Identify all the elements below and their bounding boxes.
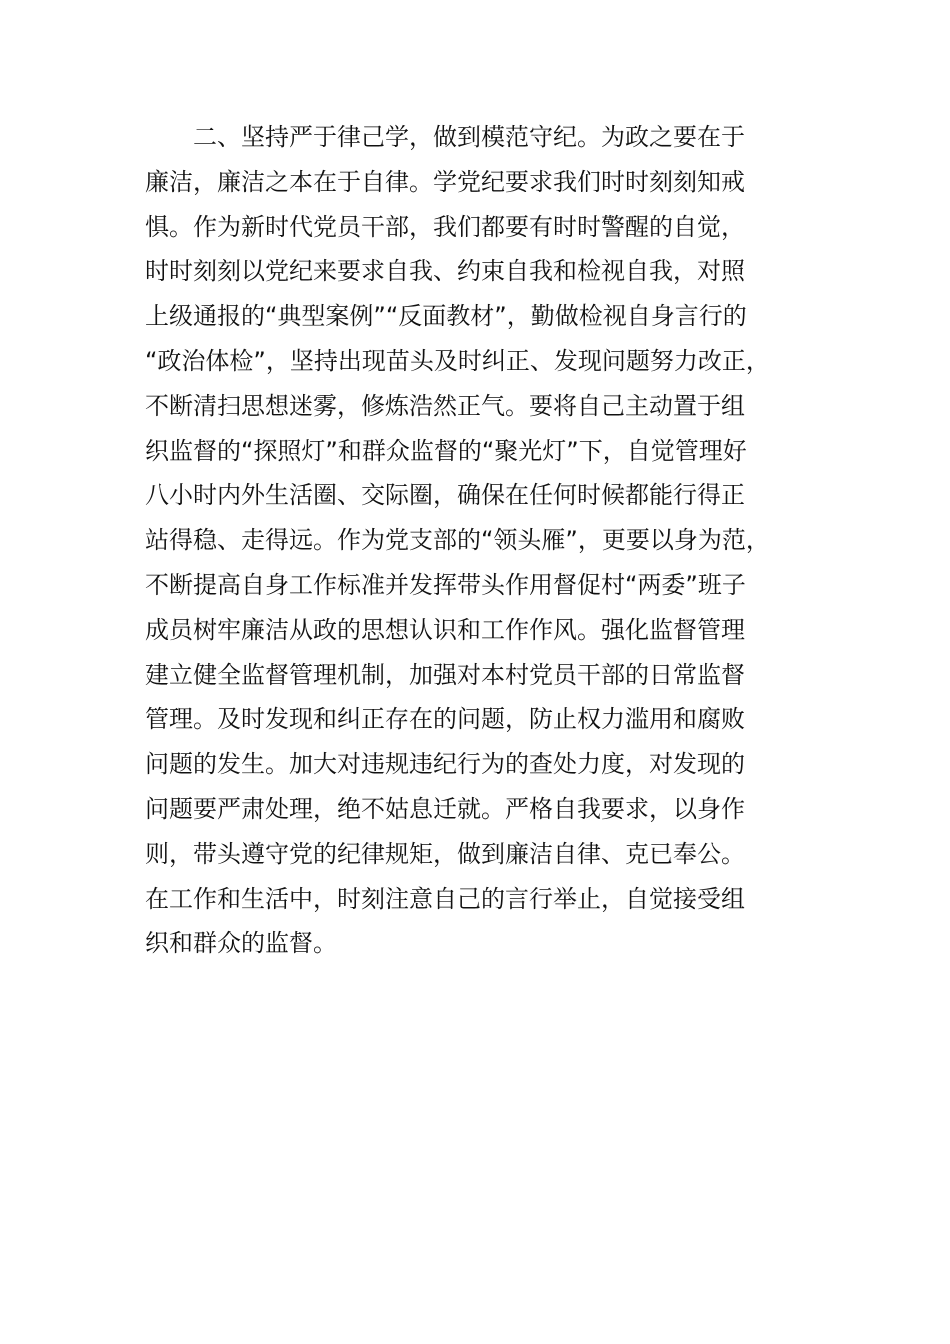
paragraph-line: 则，带头遵守党的纪律规矩，做到廉洁自律、克已奉公。	[145, 839, 745, 868]
paragraph-line: “政治体检”，坚持出现苗头及时纠正、发现问题努力改正，	[145, 346, 770, 375]
paragraph-line: 廉洁，廉洁之本在于自律。学党纪要求我们时时刻刻知戒	[145, 167, 745, 196]
paragraph-line: 不断提高自身工作标准并发挥带头作用督促村“两委”班子	[145, 570, 746, 599]
paragraph-line: 上级通报的“典型案例”“反面教材”，勤做检视自身言行的	[145, 302, 747, 331]
paragraph-line: 建立健全监督管理机制，加强对本村党员干部的日常监督	[145, 660, 745, 689]
paragraph-line: 惧。作为新时代党员干部，我们都要有时时警醒的自觉，	[145, 212, 745, 241]
paragraph-line: 问题的发生。加大对违规违纪行为的查处力度，对发现的	[145, 750, 745, 779]
paragraph-line: 管理。及时发现和纠正存在的问题，防止权力滥用和腐败	[145, 705, 745, 734]
paragraph-line: 在工作和生活中，时刻注意自己的言行举止，自觉接受组	[145, 884, 745, 913]
paragraph-line: 站得稳、走得远。作为党支部的“领头雁”，更要以身为范，	[145, 526, 770, 555]
body-paragraph	[145, 115, 845, 966]
paragraph-line: 时时刻刻以党纪来要求自我、约束自我和检视自我，对照	[145, 257, 745, 286]
paragraph-line: 织和群众的监督。	[145, 929, 337, 958]
paragraph-line: 织监督的“探照灯”和群众监督的“聚光灯”下，自觉管理好	[145, 436, 747, 465]
paragraph-line: 二、坚持严于律己学，做到模范守纪。为政之要在于	[193, 123, 745, 151]
paragraph-line: 不断清扫思想迷雾，修炼浩然正气。要将自己主动置于组	[145, 391, 745, 420]
paragraph-line: 问题要严肃处理，绝不姑息迁就。严格自我要求，以身作	[145, 794, 745, 823]
paragraph-line: 成员树牢廉洁从政的思想认识和工作作风。强化监督管理	[145, 615, 745, 644]
paragraph-line: 八小时内外生活圈、交际圈，确保在任何时候都能行得正	[145, 481, 745, 510]
